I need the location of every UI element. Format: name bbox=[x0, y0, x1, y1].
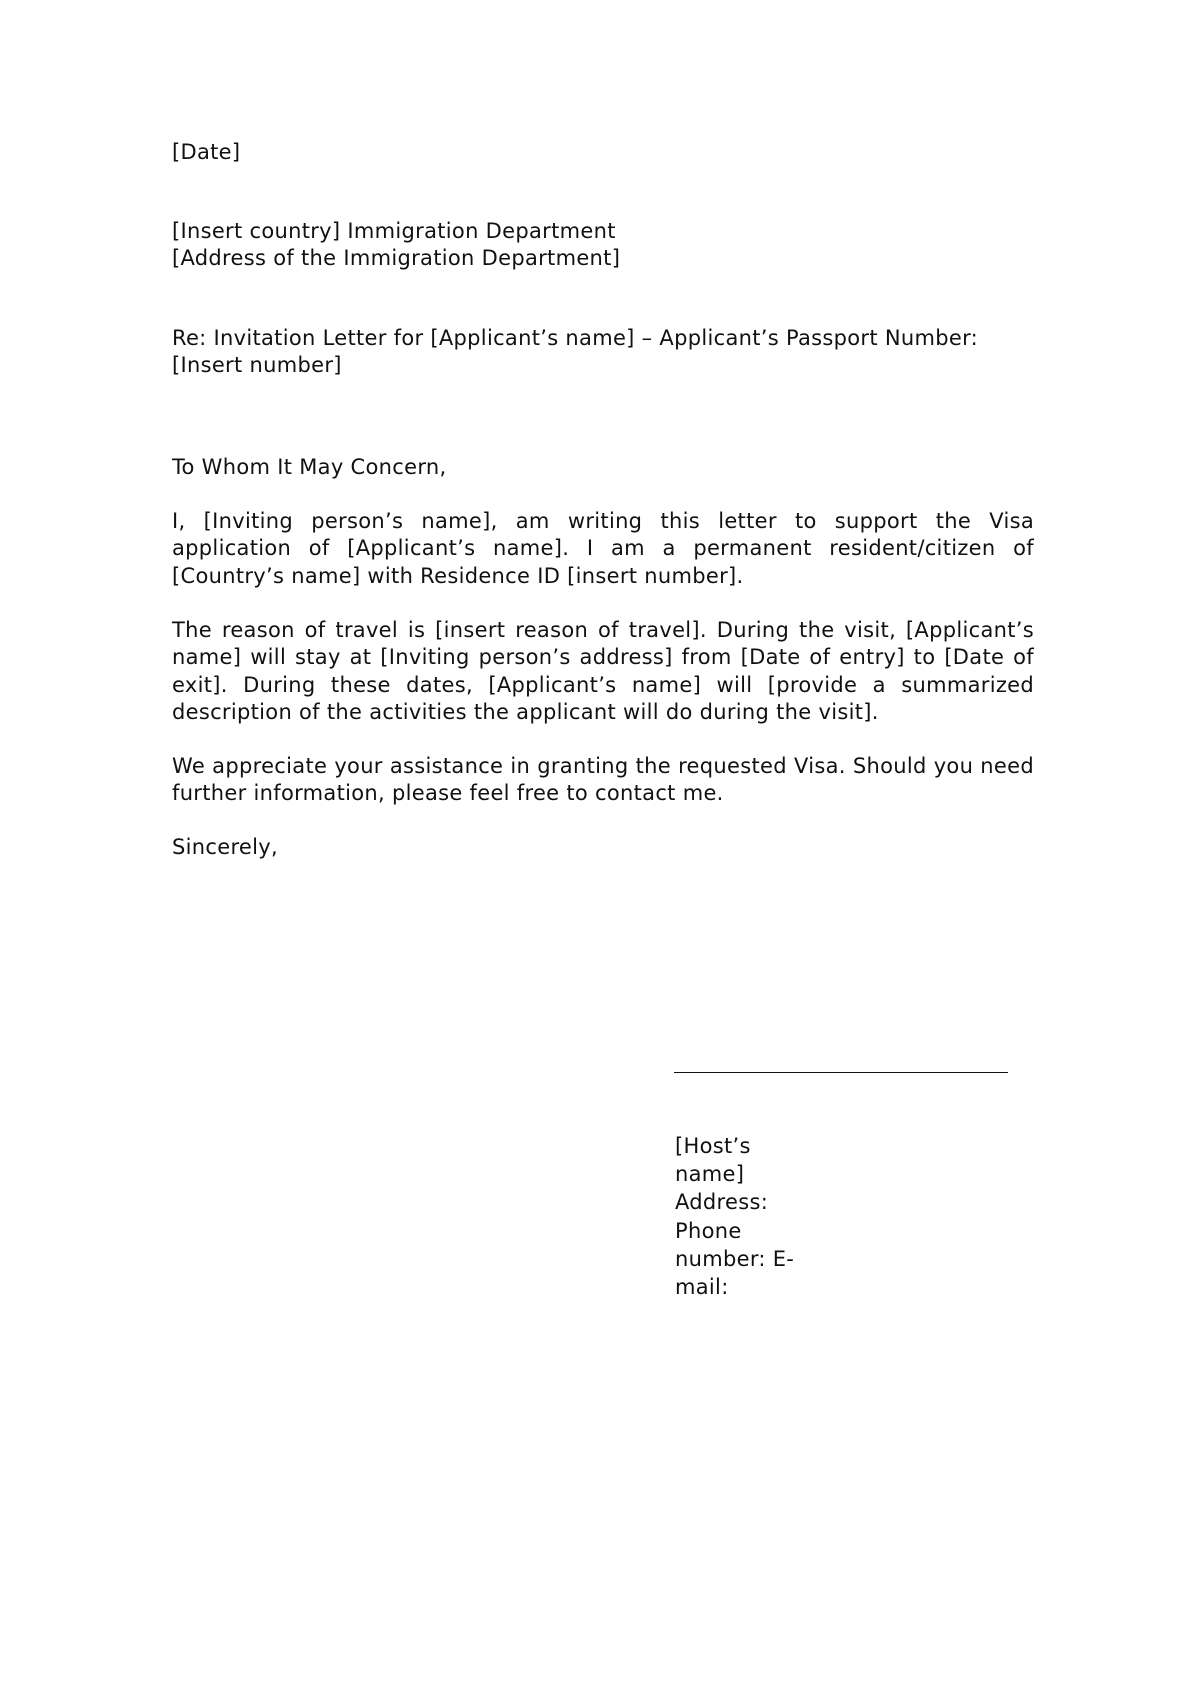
host-details: [Host’s name] Address: Phone number: E-mail: bbox=[675, 1134, 795, 1300]
recipient-line-1: [Insert country] Immigration Department bbox=[172, 219, 616, 243]
signature-line bbox=[674, 1072, 1008, 1073]
recipient-address bbox=[172, 218, 620, 272]
subject-line: Re: Invitation Letter for [Applicant’s name] – Applicant’s Passport Number: [Insert number] bbox=[172, 326, 979, 377]
body-paragraph-2: The reason of travel is [insert reason of travel]. During the visit, [Applicant’s name] will stay at [Inviting person’s address] from [Date of entry] to [Date of exit]. During these dates, [Applicant’s name] will [provide a summarized description of the activities the applicant will do during the visit]. bbox=[172, 618, 1034, 724]
closing: Sincerely, bbox=[172, 835, 278, 859]
recipient-line-2: [Address of the Immigration Department] bbox=[172, 246, 621, 270]
body-paragraph-3: We appreciate your assistance in granting the requested Visa. Should you need further information, please feel free to contact me. bbox=[172, 754, 1034, 806]
body-paragraph-1: I, [Inviting person’s name], am writing this letter to support the Visa application of [Applicant’s name]. I am a permanent resident/citizen of [Country’s name] with Residence ID [insert number]. bbox=[172, 509, 1034, 588]
salutation: To Whom It May Concern, bbox=[172, 455, 447, 479]
letter-date: [Date] bbox=[172, 140, 241, 164]
